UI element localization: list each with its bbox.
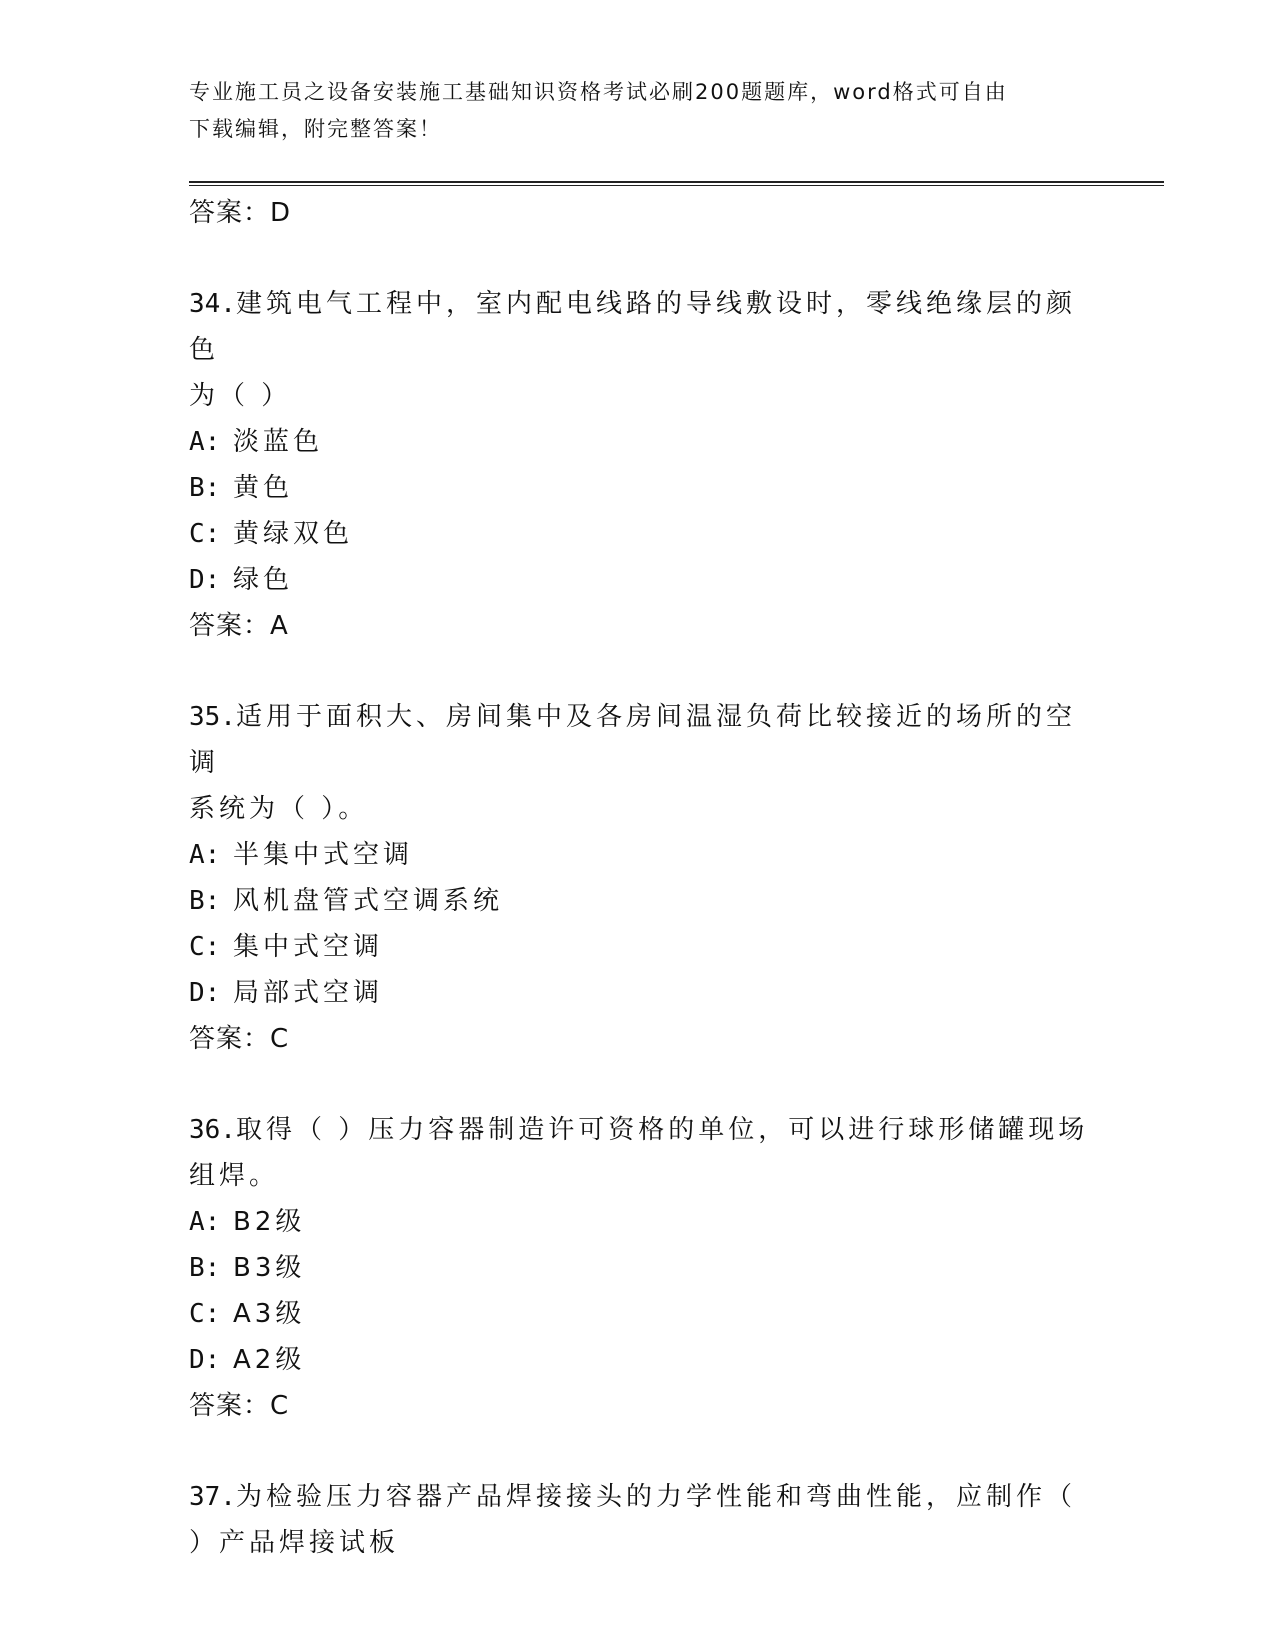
option-letter: D: <box>189 1345 221 1375</box>
option-text: 黄绿双色 <box>233 519 354 549</box>
option-text: 局部式空调 <box>233 978 384 1008</box>
answer-line: 答案：A <box>189 611 289 641</box>
option-a <box>189 419 1089 465</box>
question-number: 37. <box>189 1482 236 1512</box>
header-line-2: 下载编辑，附完整答案！ <box>189 117 442 141</box>
option-text: A3级 <box>233 1299 306 1329</box>
option-d <box>189 970 1089 1016</box>
option-letter: B: <box>189 886 221 916</box>
option-letter: A: <box>189 427 221 457</box>
question-line-1: 建筑电气工程中，室内配电线路的导线敷设时，零线绝缘层的颜色 <box>189 289 1076 365</box>
question-number: 35. <box>189 702 236 732</box>
option-b <box>189 1245 1089 1291</box>
question-line-1: 为检验压力容器产品焊接接头的力学性能和弯曲性能，应制作（ <box>235 1482 1076 1512</box>
option-d <box>189 1337 1089 1383</box>
option-letter: B: <box>189 473 221 503</box>
answer-line: 答案：C <box>189 1024 290 1054</box>
option-c <box>189 1291 1089 1337</box>
document-header <box>189 74 1089 148</box>
question-text <box>189 1107 1089 1153</box>
option-letter: D: <box>189 978 221 1008</box>
question-line-2: 为（ ） <box>189 381 292 411</box>
option-text: 半集中式空调 <box>233 840 414 870</box>
option-letter: A: <box>189 1207 221 1237</box>
option-text: 绿色 <box>233 565 294 595</box>
answer-line: 答案：C <box>189 1391 290 1421</box>
option-letter: B: <box>189 1253 221 1283</box>
question-text <box>189 281 1089 373</box>
option-letter: C: <box>189 1299 221 1329</box>
option-text: A2级 <box>233 1345 306 1375</box>
question-number: 34. <box>189 289 236 319</box>
option-letter: A: <box>189 840 221 870</box>
option-text: 淡蓝色 <box>233 427 324 457</box>
question-line-1: 适用于面积大、房间集中及各房间温湿负荷比较接近的场所的空调 <box>189 702 1076 778</box>
question-block <box>189 694 1089 1062</box>
question-text <box>189 694 1089 786</box>
question-block <box>189 281 1089 649</box>
option-letter: C: <box>189 932 221 962</box>
header-line-1: 专业施工员之设备安装施工基础知识资格考试必刷200题题库，word格式可自由 <box>189 80 1008 104</box>
option-c <box>189 511 1089 557</box>
header-divider-thick <box>189 181 1164 183</box>
option-d <box>189 557 1089 603</box>
question-list <box>189 190 1089 1566</box>
question-block <box>189 1107 1089 1429</box>
answer-line: 答案：D <box>189 198 292 228</box>
question-text <box>189 1474 1089 1520</box>
option-a <box>189 832 1089 878</box>
option-a <box>189 1199 1089 1245</box>
option-text: B2级 <box>233 1207 306 1237</box>
option-text: B3级 <box>233 1253 306 1283</box>
option-b <box>189 878 1089 924</box>
option-b <box>189 465 1089 511</box>
option-c <box>189 924 1089 970</box>
option-text: 集中式空调 <box>233 932 384 962</box>
option-letter: D: <box>189 565 221 595</box>
option-text: 风机盘管式空调系统 <box>233 886 504 916</box>
question-line-2: ）产品焊接试板 <box>189 1528 400 1558</box>
question-number: 36. <box>189 1115 236 1145</box>
option-text: 黄色 <box>233 473 294 503</box>
option-letter: C: <box>189 519 221 549</box>
question-line-2: 组焊。 <box>189 1161 280 1191</box>
question-line-1: 取得（ ）压力容器制造许可资格的单位，可以进行球形储罐现场 <box>235 1115 1089 1145</box>
question-block <box>189 1474 1089 1566</box>
question-line-2: 系统为（ ）。 <box>189 794 369 824</box>
header-divider-thin <box>189 185 1164 186</box>
